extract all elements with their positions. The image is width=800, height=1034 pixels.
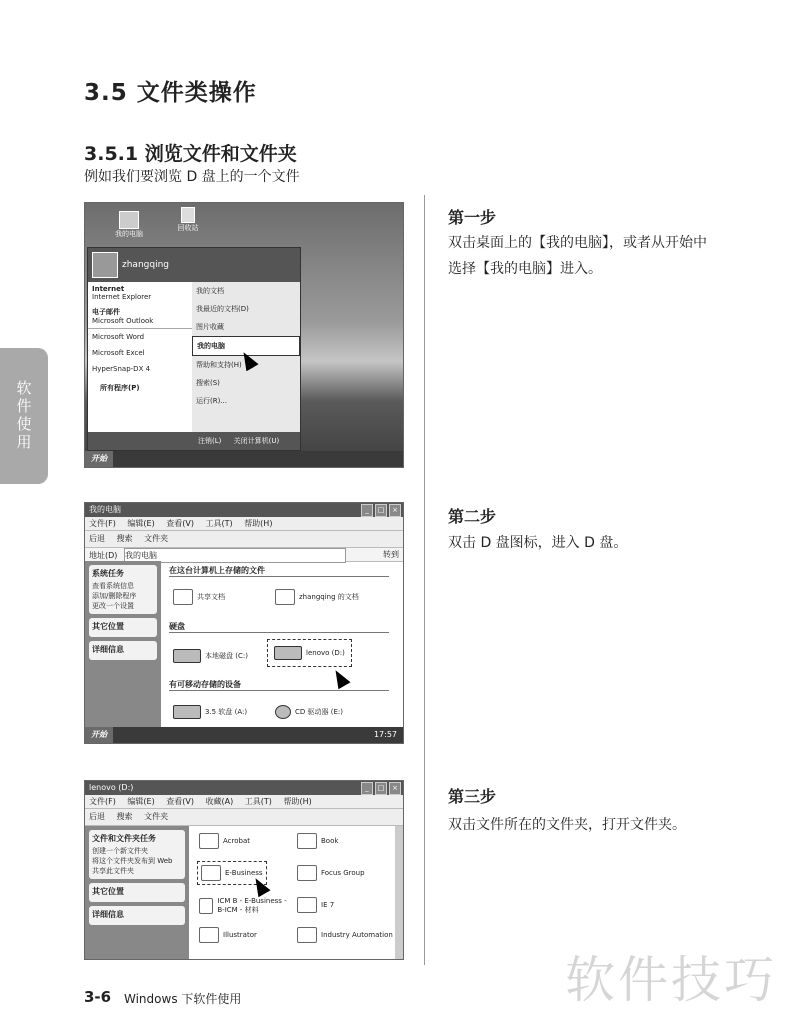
menu-item-internet[interactable]: Internet Internet Explorer — [92, 285, 152, 301]
toolbar — [85, 809, 403, 826]
step3-title: 第三步 — [448, 787, 497, 806]
menu-favorites[interactable]: 收藏(A) — [205, 797, 234, 806]
step3-text: 双击文件所在的文件夹，打开文件夹。 — [448, 817, 686, 833]
task-share-folder[interactable]: 共享此文件夹 — [92, 867, 134, 875]
task-publish-web[interactable]: 将这个文件夹发布到 Web — [92, 857, 173, 865]
folder-icon — [199, 898, 213, 914]
menu-bar — [85, 795, 403, 809]
screenshot-start-menu — [84, 202, 404, 468]
menu-item-my-documents[interactable]: 我的文档 — [196, 287, 224, 295]
drive-c[interactable]: 本地磁盘 (C:) — [173, 649, 248, 663]
folder-item-selected[interactable]: E-Business — [197, 861, 267, 885]
menu-item-word[interactable]: Microsoft Word — [92, 333, 145, 341]
menu-item-help[interactable]: 帮助和支持(H) — [196, 361, 242, 369]
scrollbar[interactable] — [395, 826, 403, 959]
maximize-button[interactable]: □ — [375, 782, 387, 795]
divider — [424, 195, 425, 965]
details-box[interactable]: 详细信息 — [89, 641, 157, 660]
start-button[interactable]: 开始 — [85, 451, 113, 467]
group-stored-files: 在这台计算机上存储的文件 — [169, 565, 389, 577]
section-heading: 3.5 文件类操作 — [84, 80, 257, 106]
menu-bar — [85, 517, 403, 531]
user-avatar — [92, 252, 118, 278]
window-titlebar: 我的电脑 _ □ × — [85, 503, 403, 517]
task-panel — [85, 561, 161, 727]
menu-item-run[interactable]: 运行(R)... — [196, 397, 228, 405]
menu-view[interactable]: 查看(V) — [166, 797, 194, 806]
user-documents[interactable]: zhangqing 的文档 — [275, 589, 359, 605]
other-places-box[interactable]: 其它位置 — [89, 618, 157, 637]
shutdown-button[interactable]: 关闭计算机(U) — [233, 437, 280, 445]
menu-tools[interactable]: 工具(T) — [244, 797, 272, 806]
menu-file[interactable]: 文件(F) — [89, 519, 116, 528]
task-view-system-info[interactable]: 查看系统信息 — [92, 582, 134, 590]
folder-icon — [173, 589, 193, 605]
step2-title: 第二步 — [448, 507, 497, 526]
cd-icon — [275, 705, 291, 719]
folder-icon — [297, 927, 317, 943]
step2-text: 双击 D 盘图标，进入 D 盘。 — [448, 535, 628, 551]
start-menu-footer — [88, 432, 300, 450]
menu-edit[interactable]: 编辑(E) — [127, 797, 155, 806]
task-change-setting[interactable]: 更改一个设置 — [92, 602, 134, 610]
back-button[interactable]: 后退 — [89, 534, 105, 543]
folder-item[interactable]: Acrobat — [199, 833, 250, 849]
close-button[interactable]: × — [389, 504, 401, 517]
folder-icon — [201, 865, 221, 881]
group-hard-disks: 硬盘 — [169, 621, 389, 633]
folder-icon — [199, 833, 219, 849]
hard-drive-icon — [173, 649, 201, 663]
hard-drive-icon — [274, 646, 302, 660]
start-menu — [87, 247, 301, 451]
close-button[interactable]: × — [389, 782, 401, 795]
folder-item[interactable]: ICM B - E-Business - B-ICM - 材料 — [199, 897, 295, 915]
task-add-remove[interactable]: 添加/删除程序 — [92, 592, 137, 600]
address-input[interactable]: 我的电脑 — [124, 548, 346, 563]
minimize-button[interactable]: _ — [361, 782, 373, 795]
task-new-folder[interactable]: 创建一个新文件夹 — [92, 847, 148, 855]
other-places-box[interactable]: 其它位置 — [89, 883, 185, 902]
folder-icon — [297, 833, 317, 849]
minimize-button[interactable]: _ — [361, 504, 373, 517]
menu-help[interactable]: 帮助(H) — [244, 519, 273, 528]
file-tasks-box: 文件和文件夹任务 创建一个新文件夹 将这个文件夹发布到 Web 共享此文件夹 — [89, 830, 185, 879]
start-button[interactable]: 开始 — [85, 727, 113, 743]
folders-button[interactable]: 文件夹 — [144, 812, 169, 821]
screenshot-my-computer — [84, 502, 404, 744]
screenshot-d-drive — [84, 780, 404, 960]
toolbar — [85, 531, 403, 548]
menu-item-email[interactable]: 电子邮件 Microsoft Outlook — [88, 304, 192, 329]
computer-icon — [119, 211, 139, 229]
go-button[interactable]: 转到 — [383, 550, 399, 559]
menu-item-pictures[interactable]: 图片收藏 — [196, 323, 224, 331]
menu-help[interactable]: 帮助(H) — [283, 797, 312, 806]
folder-item[interactable]: Focus Group — [297, 865, 365, 881]
menu-file[interactable]: 文件(F) — [89, 797, 116, 806]
my-computer-desktop-icon[interactable]: 我的电脑 — [109, 211, 149, 239]
start-menu-left — [88, 282, 192, 432]
subsection-heading: 3.5.1 浏览文件和文件夹 — [84, 143, 297, 165]
folder-icon — [297, 865, 317, 881]
step1-text: 双击桌面上的【我的电脑】，或者从开始中选择【我的电脑】进入。 — [448, 235, 707, 277]
folder-item[interactable]: Industry Automation — [297, 927, 393, 943]
menu-item-hypersnap[interactable]: HyperSnap-DX 4 — [92, 365, 151, 373]
page-number: 3-6 — [84, 988, 112, 1006]
folder-item[interactable]: IE 7 — [297, 897, 334, 913]
step1-title: 第一步 — [448, 208, 497, 227]
menu-view[interactable]: 查看(V) — [166, 519, 194, 528]
maximize-button[interactable]: □ — [375, 504, 387, 517]
group-removable: 有可移动存储的设备 — [169, 679, 389, 691]
floppy-drive[interactable]: 3.5 软盘 (A:) — [173, 705, 247, 719]
floppy-icon — [173, 705, 201, 719]
watermark: 软件技巧 — [565, 951, 777, 1009]
address-bar: 地址(D) 我的电脑 转到 — [85, 548, 403, 562]
search-button[interactable]: 搜索 — [116, 534, 133, 543]
shared-documents[interactable]: 共享文档 — [173, 589, 225, 605]
folders-button[interactable]: 文件夹 — [144, 534, 169, 543]
footer-section: Windows 下软件使用 — [124, 992, 242, 1006]
taskbar — [85, 727, 403, 743]
system-tasks-box: 系统任务 查看系统信息 添加/删除程序 更改一个设置 — [89, 565, 157, 614]
logoff-button[interactable]: 注销(L) — [198, 437, 222, 445]
menu-item-recent[interactable]: 我最近的文档(D) — [196, 305, 249, 313]
folder-item[interactable]: Book — [297, 833, 338, 849]
all-programs[interactable]: 所有程序(P) — [100, 384, 140, 392]
side-tab-label: 软件使用 — [14, 380, 33, 452]
back-button[interactable]: 后退 — [89, 812, 105, 821]
intro-text: 例如我们要浏览 D 盘上的一个文件 — [84, 169, 300, 185]
side-tab — [0, 348, 48, 484]
recycle-bin-icon — [181, 207, 195, 223]
task-panel — [85, 826, 189, 959]
start-menu-header: zhangqing — [88, 248, 300, 282]
drive-d[interactable]: lenovo (D:) — [267, 639, 352, 667]
folder-icon — [275, 589, 295, 605]
details-box[interactable]: 详细信息 — [89, 906, 185, 925]
recycle-bin-desktop-icon[interactable]: 回收站 — [173, 207, 203, 233]
clock: 17:57 — [373, 730, 397, 739]
menu-item-excel[interactable]: Microsoft Excel — [92, 349, 145, 357]
menu-item-my-computer[interactable]: 我的电脑 — [192, 336, 300, 356]
taskbar — [85, 451, 403, 467]
cd-drive[interactable]: CD 驱动器 (E:) — [275, 705, 343, 719]
folder-item[interactable]: Illustrator — [199, 927, 257, 943]
folder-icon — [297, 897, 317, 913]
menu-edit[interactable]: 编辑(E) — [127, 519, 155, 528]
window-titlebar: lenovo (D:) _ □ × — [85, 781, 403, 795]
menu-tools[interactable]: 工具(T) — [205, 519, 233, 528]
folder-icon — [199, 927, 219, 943]
search-button[interactable]: 搜索 — [116, 812, 133, 821]
menu-item-search[interactable]: 搜索(S) — [196, 379, 220, 387]
